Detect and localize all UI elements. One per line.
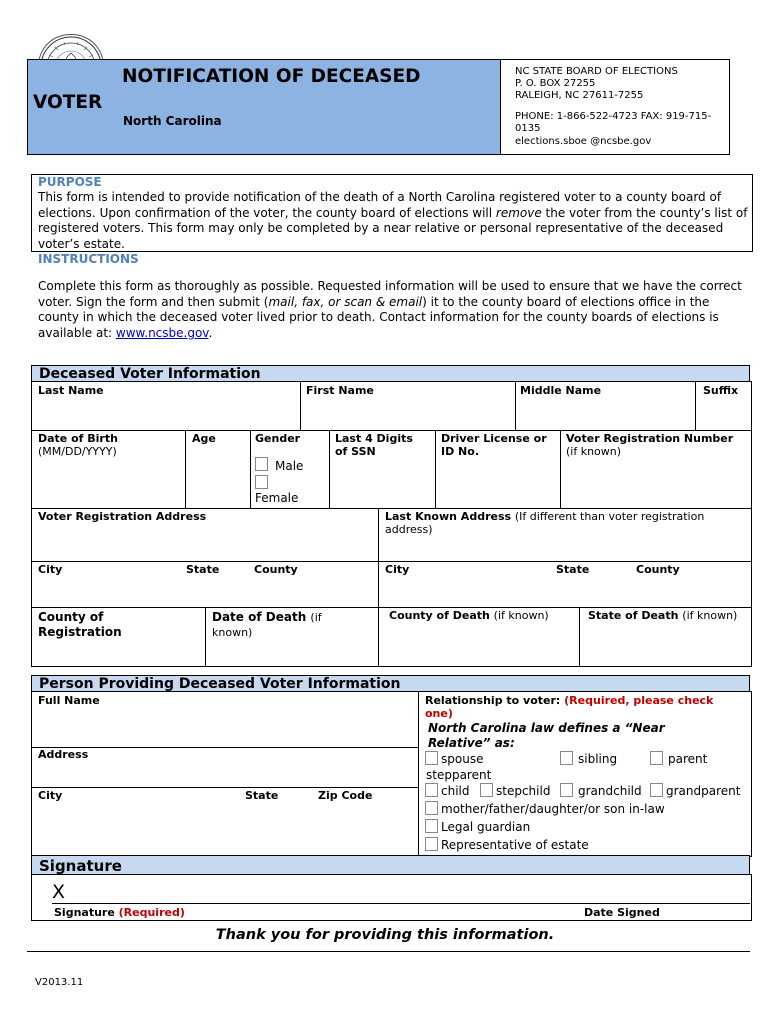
- county-registration-label: County of Registration: [38, 610, 122, 639]
- footer-divider: [27, 951, 750, 952]
- rel-stepchild-label: stepchild: [496, 784, 551, 798]
- county-of-death-label: County of Death (if known): [389, 609, 549, 622]
- state-of-death-label: State of Death (if known): [588, 609, 738, 622]
- last-county-label: County: [636, 563, 680, 576]
- date-signed-label[interactable]: Date Signed: [584, 906, 660, 919]
- agency-city: RALEIGH, NC 27611-7255: [515, 90, 644, 101]
- provider-section-heading: Person Providing Deceased Voter Information: [31, 675, 750, 692]
- last-state-label: State: [556, 563, 590, 576]
- reg-address-label: Voter Registration Address: [38, 510, 207, 523]
- first-name-label: First Name: [306, 384, 374, 397]
- provider-city-label: City: [38, 789, 63, 802]
- rel-representative-checkbox[interactable]: [425, 837, 438, 851]
- rel-guardian-checkbox[interactable]: [425, 819, 438, 833]
- form-version: V2013.11: [35, 977, 84, 988]
- provider-address-label: Address: [38, 748, 89, 761]
- purpose-heading: PURPOSE: [38, 175, 102, 189]
- signature-x-mark: X: [52, 881, 66, 903]
- purpose-text: This form is intended to provide notification of the death of a North Carolina registered voter to a county board of elections. Upon confirmation of the voter, the county board of elections will remove the voter from the county’s list of registered voters. This form may only be completed by a near relative or personal representative of the deceased voter’s estate.: [38, 190, 748, 251]
- agency-po-box: P. O. BOX 27255: [515, 78, 596, 89]
- rel-parent-label: parent: [668, 752, 708, 766]
- dob-label: Date of Birth (MM/DD/YYYY): [38, 432, 118, 458]
- provider-zip-label: Zip Code: [318, 789, 373, 802]
- rel-stepchild-checkbox[interactable]: [480, 783, 493, 797]
- rel-in-law-checkbox[interactable]: [425, 801, 438, 815]
- last-known-address-label: Last Known Address (If different than voter registration address): [385, 510, 705, 536]
- license-label: Driver License or ID No.: [441, 432, 547, 458]
- rel-grandchild-label: grandchild: [578, 784, 642, 798]
- instructions-text: Complete this form as thoroughly as possible. Requested information will be used to ensure that we have the correct voter. Sign the form and then submit (mail, fax, or scan & email) it to the county board of elections office in the county in which the deceased voter lived prior to death. Contact information for the county boards of elections is available at: www.ncsbe.gov.: [38, 279, 742, 340]
- signature-line: [52, 903, 750, 904]
- reg-county-label: County: [254, 563, 298, 576]
- form-title: NOTIFICATION OF DECEASED: [122, 66, 421, 87]
- rel-spouse-checkbox[interactable]: [425, 751, 438, 765]
- gender-male-label: Male: [275, 459, 304, 473]
- rel-child-checkbox[interactable]: [425, 783, 438, 797]
- ncsbe-link[interactable]: www.ncsbe.gov: [115, 325, 209, 340]
- near-relative-definition: North Carolina law defines a “Near Relative” as:: [428, 721, 665, 750]
- last-city-label: City: [385, 563, 410, 576]
- provider-full-name-label: Full Name: [38, 694, 100, 707]
- last-name-label: Last Name: [38, 384, 104, 397]
- reg-city-label: City: [38, 563, 63, 576]
- signature-label[interactable]: Signature (Required): [54, 906, 185, 919]
- agency-phone: PHONE: 1-866-522-4723 FAX: 919-715-: [515, 111, 712, 122]
- rel-in-law-label: mother/father/daughter/or son in-law: [441, 802, 665, 816]
- rel-sibling-label: sibling: [578, 752, 618, 766]
- suffix-label: Suffix: [703, 384, 739, 397]
- rel-grandparent-label: grandparent: [666, 784, 741, 798]
- vrn-label: Voter Registration Number (if known): [566, 432, 734, 458]
- rel-grandparent-checkbox[interactable]: [650, 783, 663, 797]
- agency-email: elections.sboe @ncsbe.gov: [515, 136, 652, 147]
- reg-state-label: State: [186, 563, 220, 576]
- rel-spouse-label: spouse: [441, 752, 484, 766]
- thank-you-text: Thank you for providing this information.: [215, 927, 555, 943]
- instructions-heading: INSTRUCTIONS: [38, 252, 139, 266]
- relationship-label: Relationship to voter: (Required, please check one): [425, 694, 714, 720]
- gender-male-checkbox[interactable]: [255, 457, 268, 471]
- date-of-death-label: Date of Death (if known): [212, 610, 322, 639]
- rel-child-label: child: [441, 784, 470, 798]
- rel-grandchild-checkbox[interactable]: [560, 783, 573, 797]
- provider-state-label: State: [245, 789, 279, 802]
- agency-phone-cont: 0135: [515, 123, 541, 134]
- rel-parent-checkbox[interactable]: [650, 751, 663, 765]
- rel-stepparent-label[interactable]: stepparent: [426, 768, 492, 782]
- rel-sibling-checkbox[interactable]: [560, 751, 573, 765]
- gender-female-checkbox[interactable]: [255, 475, 268, 489]
- ssn-label: Last 4 Digits of SSN: [335, 432, 413, 458]
- gender-female-label: Female: [255, 491, 299, 505]
- form-state: North Carolina: [123, 114, 222, 128]
- rel-guardian-label: Legal guardian: [441, 820, 531, 834]
- age-label: Age: [192, 432, 216, 445]
- gender-label: Gender: [255, 432, 301, 445]
- agency-name: NC STATE BOARD OF ELECTIONS: [515, 66, 678, 77]
- deceased-section-heading: Deceased Voter Information: [31, 365, 750, 382]
- middle-name-label: Middle Name: [520, 384, 602, 397]
- form-title-voter: VOTER: [33, 92, 103, 113]
- rel-representative-label: Representative of estate: [441, 838, 589, 852]
- signature-section-heading: Signature: [31, 855, 750, 875]
